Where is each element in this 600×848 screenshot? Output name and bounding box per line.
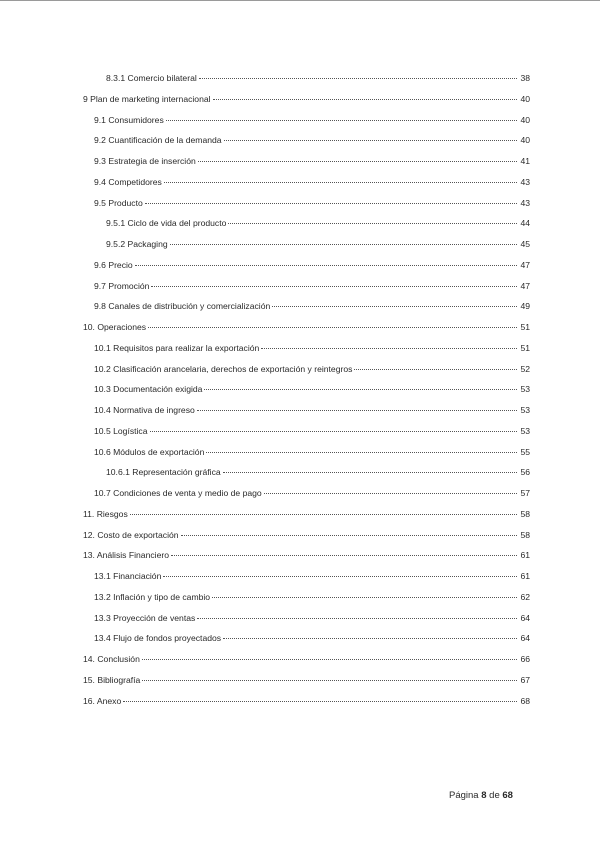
toc-entry-page-number: 64 bbox=[520, 633, 530, 644]
toc-entry-title: 13.1 Financiación bbox=[94, 571, 162, 581]
toc-entry[interactable] bbox=[94, 445, 530, 459]
toc-entry-page-number: 58 bbox=[520, 529, 530, 540]
toc-dot-leader bbox=[135, 265, 517, 266]
toc-entry[interactable] bbox=[94, 279, 530, 293]
toc-dot-leader bbox=[163, 576, 517, 577]
toc-entry-page-number: 55 bbox=[520, 446, 530, 457]
toc-entry-title: 9 Plan de marketing internacional bbox=[83, 93, 211, 104]
toc-entry-title: 10.2 Clasificación arancelaria, derechos de exportación y reintegros bbox=[94, 363, 353, 374]
toc-entry-title: 10.6 Módulos de exportación bbox=[94, 446, 205, 457]
toc-entry-title: 12. Costo de exportación bbox=[83, 529, 179, 540]
toc-dot-leader bbox=[212, 597, 517, 598]
toc-entry-title: 9.4 Competidores bbox=[94, 176, 162, 187]
toc-dot-leader bbox=[166, 120, 517, 121]
toc-entry-title: 13. Análisis Financiero bbox=[83, 550, 169, 561]
toc-dot-leader bbox=[223, 638, 517, 639]
toc-entry[interactable] bbox=[94, 154, 530, 168]
toc-entry-title: 11. Riesgos bbox=[83, 508, 128, 519]
toc-entry-page-number: 61 bbox=[520, 571, 530, 581]
toc-entry-title: 16. Anexo bbox=[83, 695, 122, 706]
toc-entry-page-number: 68 bbox=[520, 695, 530, 706]
toc-entry[interactable] bbox=[94, 113, 530, 127]
toc-entry[interactable] bbox=[106, 465, 530, 479]
page-top-edge bbox=[0, 0, 600, 1]
toc-entry[interactable] bbox=[94, 424, 530, 438]
toc-entry-title: 10.4 Normativa de ingreso bbox=[94, 405, 195, 415]
toc-entry[interactable] bbox=[83, 528, 530, 542]
toc-entry[interactable] bbox=[94, 362, 530, 376]
toc-dot-leader bbox=[228, 223, 517, 224]
toc-dot-leader bbox=[197, 410, 517, 411]
toc-entry-page-number: 53 bbox=[520, 384, 530, 395]
toc-entry-page-number: 40 bbox=[520, 114, 530, 125]
toc-entry-page-number: 53 bbox=[520, 405, 530, 415]
footer-page-label: Página bbox=[449, 790, 479, 801]
toc-entry-page-number: 47 bbox=[520, 259, 530, 270]
toc-entry-page-number: 40 bbox=[520, 135, 530, 146]
toc-entry-title: 10.5 Logística bbox=[94, 425, 148, 436]
toc-entry-page-number: 52 bbox=[520, 363, 530, 374]
toc-dot-leader bbox=[150, 431, 517, 432]
toc-entry-title: 9.5.2 Packaging bbox=[106, 239, 168, 249]
toc-entry[interactable] bbox=[83, 92, 530, 106]
toc-dot-leader bbox=[198, 161, 517, 162]
toc-entry[interactable] bbox=[94, 611, 530, 625]
toc-entry-title: 14. Conclusión bbox=[83, 654, 140, 664]
toc-entry[interactable] bbox=[94, 403, 530, 417]
toc-entry-title: 9.1 Consumidores bbox=[94, 114, 164, 125]
toc-entry-title: 9.6 Precio bbox=[94, 259, 133, 270]
toc-entry-page-number: 66 bbox=[520, 654, 530, 664]
toc-dot-leader bbox=[142, 680, 517, 681]
toc-entry-page-number: 61 bbox=[520, 550, 530, 561]
toc-entry[interactable] bbox=[83, 652, 530, 666]
toc-entry-title: 13.4 Flujo de fondos proyectados bbox=[94, 633, 222, 644]
toc-entry[interactable] bbox=[94, 299, 530, 313]
toc-entry-page-number: 51 bbox=[520, 322, 530, 332]
toc-entry-title: 13.3 Proyección de ventas bbox=[94, 612, 196, 623]
toc-dot-leader bbox=[272, 306, 517, 307]
toc-entry[interactable] bbox=[83, 548, 530, 562]
toc-entry-page-number: 62 bbox=[520, 591, 530, 602]
toc-entry-page-number: 38 bbox=[520, 73, 530, 83]
toc-entry-page-number: 43 bbox=[520, 176, 530, 187]
toc-entry-page-number: 51 bbox=[520, 342, 530, 353]
toc-entry-page-number: 53 bbox=[520, 425, 530, 436]
toc-entry-page-number: 64 bbox=[520, 612, 530, 623]
toc-entry-page-number: 47 bbox=[520, 280, 530, 291]
toc-entry-page-number: 45 bbox=[520, 239, 530, 249]
toc-entry-title: 10.3 Documentación exigida bbox=[94, 384, 203, 395]
toc-entry-title: 8.3.1 Comercio bilateral bbox=[106, 73, 197, 83]
footer-separator: de bbox=[489, 790, 500, 801]
toc-dot-leader bbox=[213, 99, 517, 100]
toc-dot-leader bbox=[181, 535, 517, 536]
toc-entry[interactable] bbox=[83, 320, 530, 334]
toc-entry-page-number: 41 bbox=[520, 156, 530, 166]
toc-entry-title: 13.2 Inflación y tipo de cambio bbox=[94, 591, 211, 602]
toc-dot-leader bbox=[164, 182, 517, 183]
toc-entry-title: 10.1 Requisitos para realizar la exportación bbox=[94, 342, 260, 353]
toc-entry-title: 9.5.1 Ciclo de vida del producto bbox=[106, 218, 227, 229]
toc-dot-leader bbox=[197, 618, 517, 619]
toc-entry-page-number: 58 bbox=[520, 508, 530, 519]
toc-entry-page-number: 67 bbox=[520, 674, 530, 685]
toc-entry-page-number: 57 bbox=[520, 488, 530, 498]
toc-entry[interactable] bbox=[106, 216, 530, 230]
toc-dot-leader bbox=[170, 244, 517, 245]
toc-dot-leader bbox=[171, 555, 517, 556]
toc-dot-leader bbox=[224, 140, 517, 141]
toc-entry-title: 9.5 Producto bbox=[94, 197, 143, 208]
toc-entry[interactable] bbox=[106, 71, 530, 85]
toc-dot-leader bbox=[145, 203, 517, 204]
toc-entry-page-number: 43 bbox=[520, 197, 530, 208]
toc-dot-leader bbox=[123, 701, 517, 702]
toc-entry[interactable] bbox=[94, 341, 530, 355]
toc-dot-leader bbox=[204, 389, 517, 390]
toc-entry-title: 10. Operaciones bbox=[83, 322, 147, 332]
toc-entry[interactable] bbox=[94, 258, 530, 272]
toc-entry[interactable] bbox=[94, 196, 530, 210]
toc-entry-title: 10.6.1 Representación gráfica bbox=[106, 467, 221, 478]
toc-entry-page-number: 40 bbox=[520, 93, 530, 104]
toc-dot-leader bbox=[261, 348, 517, 349]
toc-entry[interactable] bbox=[83, 673, 530, 687]
toc-entry[interactable] bbox=[94, 631, 530, 645]
toc-dot-leader bbox=[264, 493, 517, 494]
toc-entry-page-number: 56 bbox=[520, 467, 530, 478]
toc-dot-leader bbox=[130, 514, 517, 515]
toc-entry[interactable] bbox=[83, 507, 530, 521]
toc-entry[interactable] bbox=[94, 133, 530, 147]
toc-entry[interactable] bbox=[94, 175, 530, 189]
toc-entry[interactable] bbox=[94, 569, 530, 583]
toc-entry-page-number: 44 bbox=[520, 218, 530, 229]
toc-entry[interactable] bbox=[83, 694, 530, 708]
footer-current-page: 8 bbox=[481, 790, 487, 801]
toc-entry-title: 9.8 Canales de distribución y comercialización bbox=[94, 301, 271, 312]
toc-dot-leader bbox=[148, 327, 517, 328]
toc-entry-title: 10.7 Condiciones de venta y medio de pago bbox=[94, 488, 262, 498]
toc-entry-title: 9.7 Promoción bbox=[94, 280, 150, 291]
toc-dot-leader bbox=[206, 452, 517, 453]
toc-entry[interactable] bbox=[106, 237, 530, 251]
toc-dot-leader bbox=[142, 659, 517, 660]
toc-dot-leader bbox=[151, 286, 517, 287]
toc-entry-title: 15. Bibliografía bbox=[83, 674, 141, 685]
toc-entry[interactable] bbox=[94, 382, 530, 396]
toc-entry[interactable] bbox=[94, 486, 530, 500]
page-footer bbox=[449, 790, 513, 801]
toc-entry-title: 9.3 Estrategia de inserción bbox=[94, 156, 196, 166]
footer-total-pages: 68 bbox=[502, 790, 513, 801]
toc-dot-leader bbox=[223, 472, 517, 473]
toc-entry-title: 9.2 Cuantificación de la demanda bbox=[94, 135, 222, 146]
toc-entry-page-number: 49 bbox=[520, 301, 530, 312]
toc-dot-leader bbox=[199, 78, 517, 79]
toc-entry[interactable] bbox=[94, 590, 530, 604]
toc-dot-leader bbox=[354, 369, 517, 370]
